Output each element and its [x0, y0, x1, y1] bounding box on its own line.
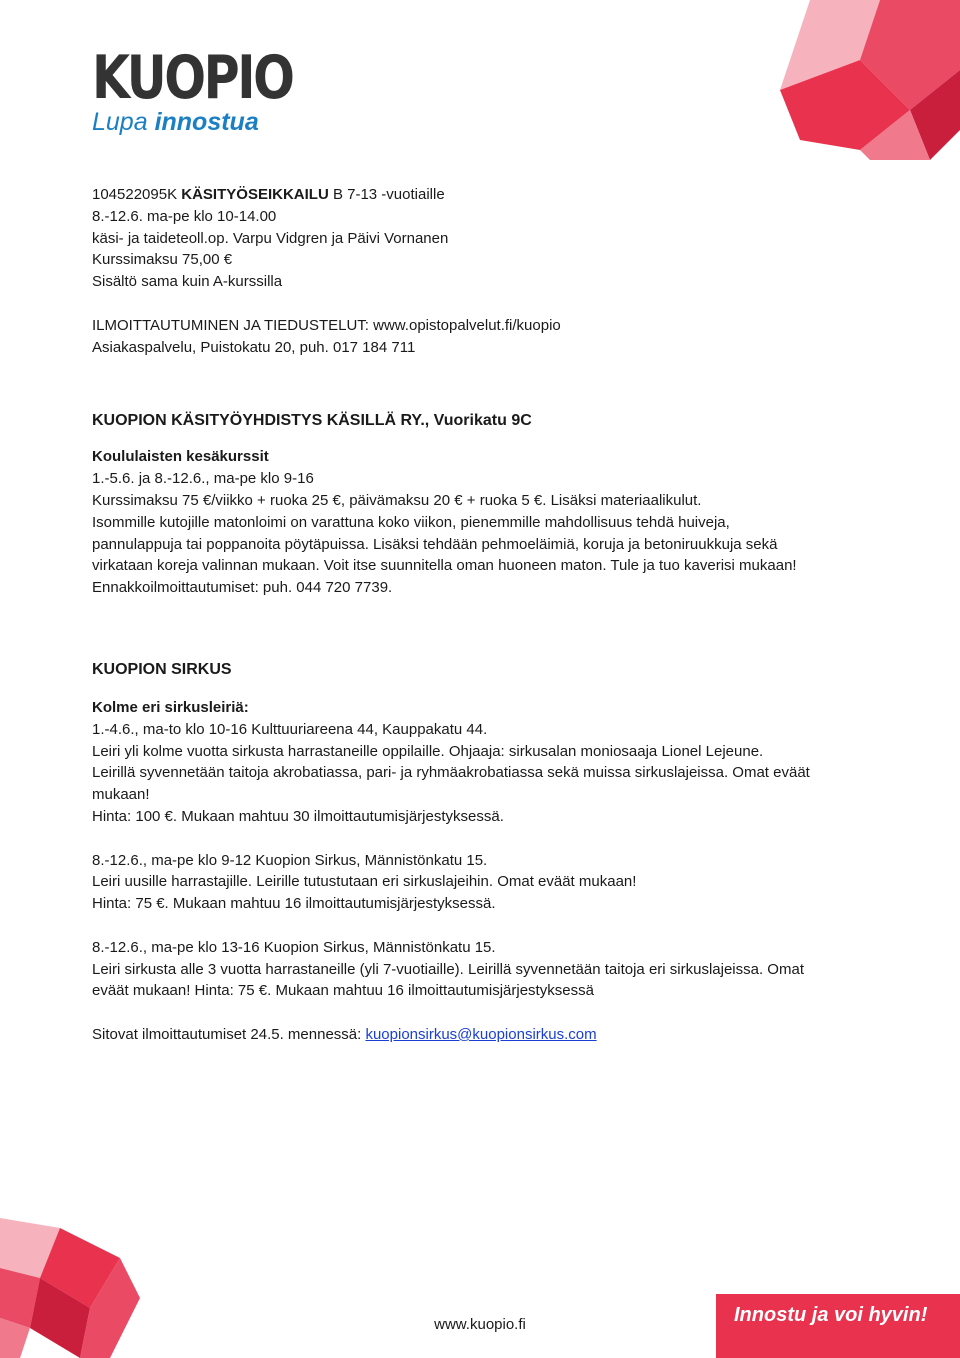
registration-line: ILMOITTAUTUMINEN JA TIEDUSTELUT: www.opistopalvelut.fi/kuopio: [92, 316, 561, 334]
footer-url[interactable]: www.kuopio.fi: [434, 1316, 526, 1333]
course-dates: 8.-12.6. ma-pe klo 10-14.00: [92, 207, 277, 225]
camp-line: Leirillä syvennetään taitoja akrobatiassa, pari- ja ryhmäakrobatiassa sekä muissa sirkuslajeissa. Omat eväät: [92, 764, 810, 782]
customer-service-line: Asiakaspalvelu, Puistokatu 20, puh. 017 184 711: [92, 338, 416, 356]
slogan-banner: [716, 1294, 960, 1358]
course-b-block: [92, 184, 882, 293]
camp-line: Leiri sirkusta alle 3 vuotta harrastaneille (yli 7-vuotiaille). Leirillä syvennetään taitoja eri sirkuslajeissa. Omat: [92, 960, 804, 978]
paragraph-line: Isommille kutojille matonloimi on varattuna koko viikon, pienemmille mahdollisuus tehdä huiveja,: [92, 513, 730, 531]
camp-1: [92, 719, 882, 828]
sirkus-section: [92, 659, 882, 1046]
camp-line: eväät mukaan! Hinta: 75 €. Mukaan mahtuu 16 ilmoittautumisjärjestyksessä: [92, 982, 594, 1000]
course-code: 104522095K: [92, 186, 182, 203]
binding-registration-line: [92, 1024, 882, 1046]
email-link[interactable]: kuopionsirkus@kuopionsirkus.com: [365, 1025, 597, 1043]
binding-text: Sitovat ilmoittautumiset 24.5. mennessä:: [92, 1025, 366, 1043]
document-body: [92, 184, 882, 1046]
camp-line: Leiri yli kolme vuotta sirkusta harrastaneille oppilaille. Ohjaaja: sirkusalan moniosaaja Lionel Lejeune.: [92, 742, 764, 760]
camp-line: Leiri uusille harrastajille. Leirille tutustutaan eri sirkuslajeihin. Omat eväät mukaan!: [92, 873, 637, 891]
course-title: KÄSITYÖSEIKKAILU: [181, 186, 329, 203]
kasilla-section: [92, 410, 882, 599]
section-subheading: Kolme eri sirkusleiriä:: [92, 698, 249, 716]
decorative-polygons-top-right: [660, 0, 960, 160]
kuopio-logo: [92, 43, 336, 136]
course-fee: Kurssimaksu 75,00 €: [92, 251, 233, 269]
camp-line: mukaan!: [92, 786, 150, 804]
course-teachers: käsi- ja taideteoll.op. Varpu Vidgren ja Päivi Vornanen: [92, 229, 449, 247]
camp-line: 8.-12.6., ma-pe klo 13-16 Kuopion Sirkus, Männistönkatu 15.: [92, 938, 496, 956]
section-heading-name: KUOPION KÄSITYÖYHDISTYS KÄSILLÄ RY.: [92, 412, 425, 430]
camp-line: 8.-12.6., ma-pe klo 9-12 Kuopion Sirkus, Männistönkatu 15.: [92, 851, 488, 869]
section-subheading: Koululaisten kesäkurssit: [92, 448, 269, 466]
paragraph-line: 1.-5.6. ja 8.-12.6., ma-pe klo 9-16: [92, 470, 314, 488]
section-heading-address: , Vuorikatu 9C: [424, 412, 532, 430]
paragraph-line: pannulappuja tai poppanoita pöytäpuissa. Lisäksi tehdään pehmoeläimiä, koruja ja betoniruukkuja sekä: [92, 535, 778, 553]
camp-line: Hinta: 75 €. Mukaan mahtuu 16 ilmoittautumisjärjestyksessä.: [92, 895, 496, 913]
camp-line: Hinta: 100 €. Mukaan mahtuu 30 ilmoittautumisjärjestyksessä.: [92, 807, 504, 825]
camp-2: [92, 850, 882, 915]
slogan-text: Innostu ja voi hyvin!: [734, 1304, 928, 1326]
decorative-polygons-bottom-left: [0, 1218, 150, 1358]
section-heading: [92, 410, 882, 432]
registration-info: [92, 315, 882, 359]
logo-tagline-plain: Lupa: [92, 108, 155, 136]
camp-3: [92, 937, 882, 1002]
paragraph-line: Ennakkoilmoittautumiset: puh. 044 720 7739.: [92, 579, 393, 597]
logo-tagline-bold: innostua: [154, 108, 259, 136]
section-heading: KUOPION SIRKUS: [92, 660, 232, 678]
paragraph-line: Kurssimaksu 75 €/viikko + ruoka 25 €, päivämaksu 20 € + ruoka 5 €. Lisäksi materiaalikulut.: [92, 491, 702, 509]
logo-wordmark: KUOPIO: [92, 43, 293, 113]
course-content: Sisältö sama kuin A-kurssilla: [92, 273, 283, 291]
course-level: B 7-13 -vuotiaille: [328, 186, 445, 203]
camp-line: 1.-4.6., ma-to klo 10-16 Kulttuuriareena 44, Kauppakatu 44.: [92, 720, 488, 738]
course-b-title-line: [92, 184, 882, 206]
paragraph-line: virkataan koreja valinnan mukaan. Voit itse suunnitella oman huoneen maton. Tule ja tuo kaverisi mukaan!: [92, 557, 797, 575]
